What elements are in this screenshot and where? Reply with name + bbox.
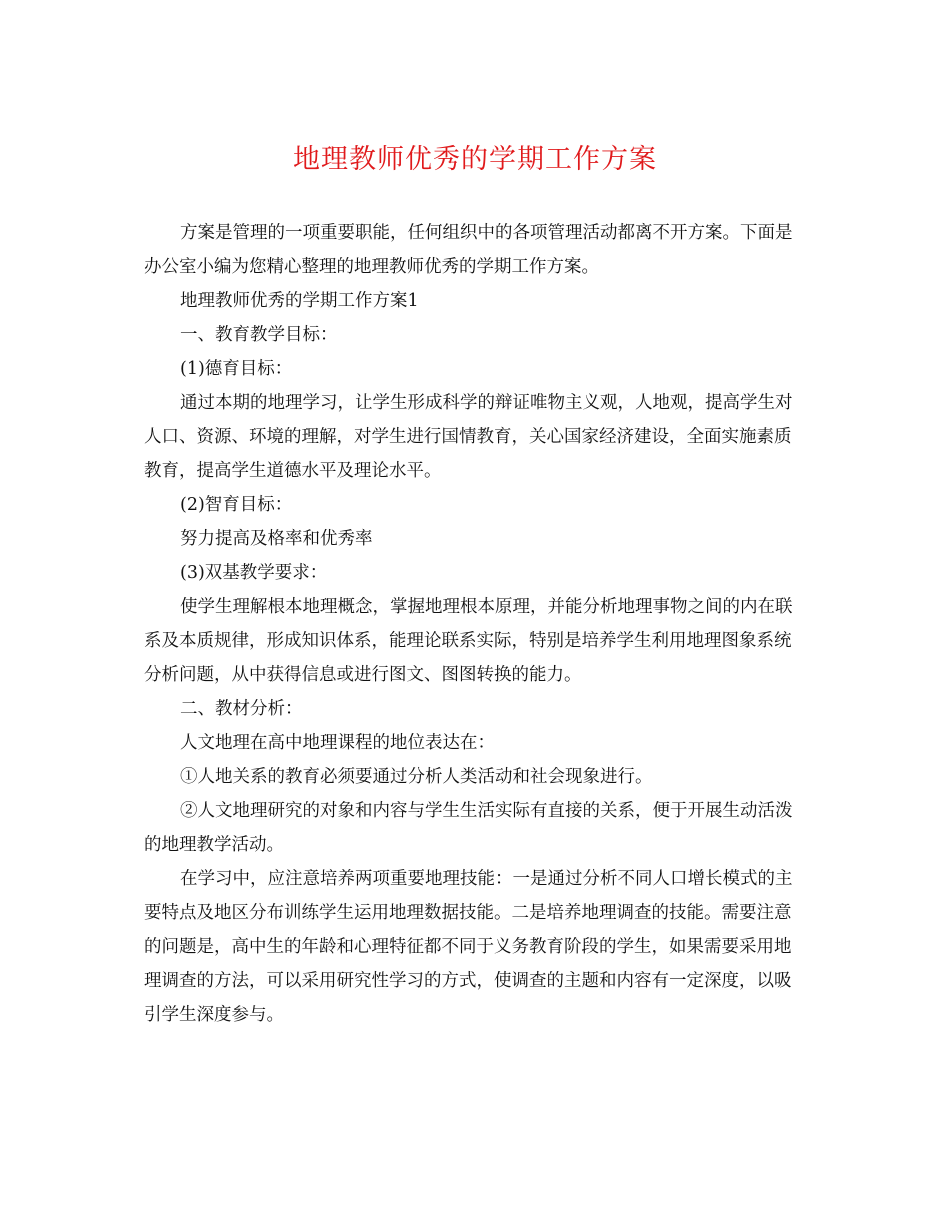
paragraph-skills: 在学习中，应注意培养两项重要地理技能：一是通过分析不同人口增长模式的主要特点及地区分布训练学生运用地理数据技能。二是培养地理调查的技能。需要注意的问题是，高中生的年龄和心理特征都不同于义务教育阶段的学生，如果需要采用地理调查的方法，可以采用研究性学习的方式，使调查的主题和内容有一定深度，以吸引学生深度参与。 (144, 869, 793, 1025)
paragraph-basic-requirements: 使学生理解根本地理概念，掌握地理根本原理，并能分析地理事物之间的内在联系及本质规律，形成知识体系，能理论联系实际，特别是培养学生利用地理图象系统分析问题，从中获得信息或进行图文、图图转换的能力。 (144, 597, 793, 685)
document-title: 地理教师优秀的学期工作方案 (293, 144, 657, 175)
subheading-moral-goals: (1)德育目标： (180, 359, 293, 379)
subheading-basic-requirements: (3)双基教学要求： (180, 563, 328, 583)
paragraph-point-1: ①人地关系的教育必须要通过分析人类活动和社会现象进行。 (180, 767, 653, 787)
subheading-intellectual-goals: (2)智育目标： (180, 495, 293, 515)
paragraph-point-2: ②人文地理研究的对象和内容与学生生活实际有直接的关系，便于开展生动活泼的地理教学活动。 (144, 801, 793, 855)
paragraph-plan-heading: 地理教师优秀的学期工作方案1 (180, 291, 419, 311)
document-body (144, 216, 808, 1032)
paragraph-moral-goals: 通过本期的地理学习，让学生形成科学的辩证唯物主义观，人地观，提高学生对人口、资源、环境的理解，对学生进行国情教育，关心国家经济建设，全面实施素质教育，提高学生道德水平及理论水平。 (144, 393, 793, 481)
section-heading-goals: 一、教育教学目标： (180, 325, 338, 345)
paragraph-human-geography-status: 人文地理在高中地理课程的地位表达在： (180, 733, 495, 753)
section-heading-textbook-analysis: 二、教材分析： (180, 699, 303, 719)
paragraph-intro: 方案是管理的一项重要职能，任何组织中的各项管理活动都离不开方案。下面是办公室小编为您精心整理的地理教师优秀的学期工作方案。 (144, 223, 793, 277)
paragraph-intellectual-goals: 努力提高及格率和优秀率 (180, 529, 373, 549)
